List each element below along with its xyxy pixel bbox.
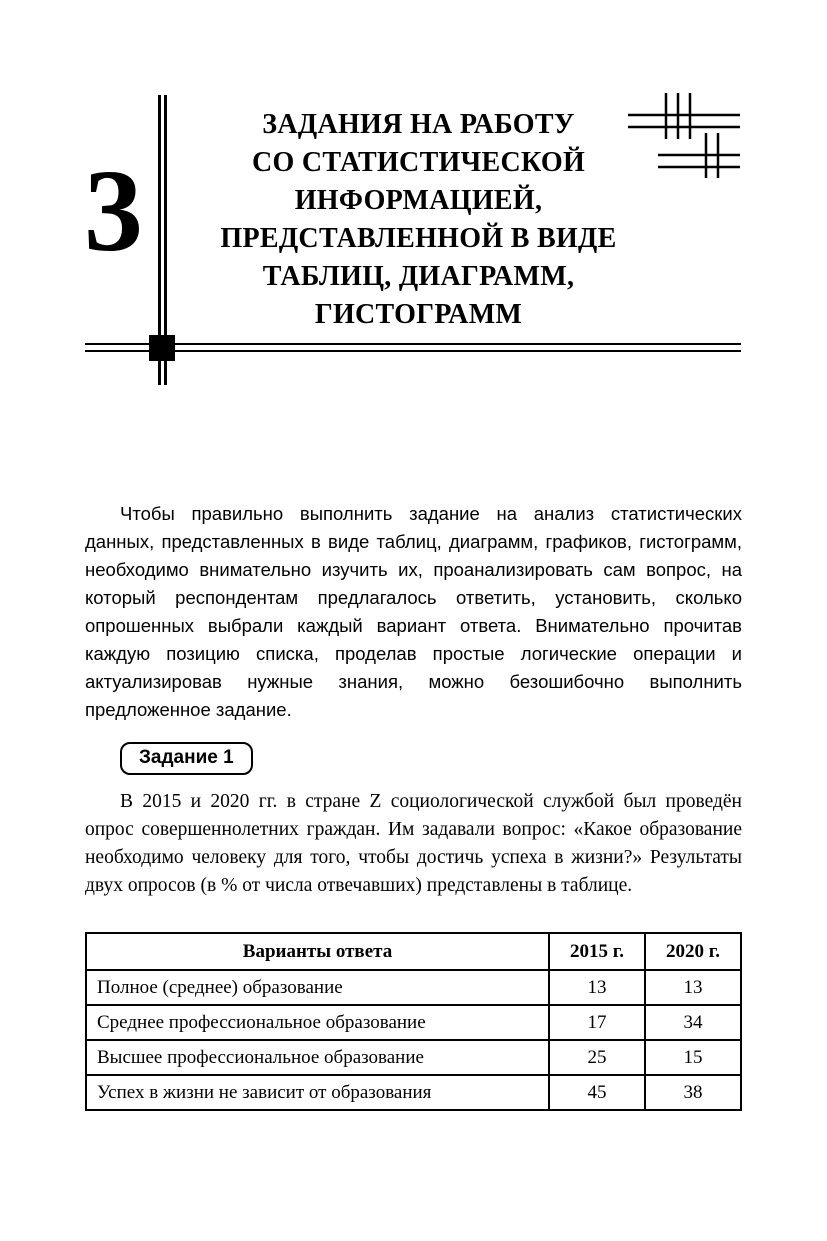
chapter-title-line: ЗАДАНИЯ НА РАБОТУ bbox=[262, 109, 575, 140]
table-header-row bbox=[86, 933, 741, 970]
value-cell-2015: 45 bbox=[549, 1075, 645, 1110]
task-1-table bbox=[85, 932, 742, 1111]
chapter-title-line: ИНФОРМАЦИЕЙ, bbox=[294, 185, 543, 216]
value-cell-2015: 13 bbox=[549, 970, 645, 1005]
value-cell-2015: 17 bbox=[549, 1005, 645, 1040]
task-1-badge bbox=[120, 742, 253, 775]
option-cell: Успех в жизни не зависит от образования bbox=[86, 1075, 549, 1110]
grid-decoration-icon bbox=[628, 93, 740, 178]
option-cell: Высшее профессиональное образование bbox=[86, 1040, 549, 1075]
header-year-2020: 2020 г. bbox=[645, 933, 741, 970]
value-cell-2020: 13 bbox=[645, 970, 741, 1005]
table-row bbox=[86, 970, 741, 1005]
chapter-title-line: ПРЕДСТАВЛЕННОЙ В ВИДЕ bbox=[220, 223, 617, 254]
task-1-text: В 2015 и 2020 гг. в стране Z социологической службой был проведён опрос совершеннолетних граждан. Им задавали вопрос: «Какое образование необходимо человеку для того, чтобы достичь успеха в жизни?» Результаты двух опросов (в % от числа отвечавших) представлены в таблице. bbox=[85, 791, 742, 896]
value-cell-2020: 38 bbox=[645, 1075, 741, 1110]
header-answer-options: Варианты ответа bbox=[86, 933, 549, 970]
task-1-badge-label: Задание 1 bbox=[139, 747, 234, 768]
option-cell: Среднее профессиональное образование bbox=[86, 1005, 549, 1040]
table-row bbox=[86, 1005, 741, 1040]
chapter-title bbox=[196, 106, 641, 334]
option-cell: Полное (среднее) образование bbox=[86, 970, 549, 1005]
horizontal-double-rule bbox=[85, 343, 741, 352]
table-row bbox=[86, 1040, 741, 1075]
chapter-title-line: ТАБЛИЦ, ДИАГРАММ, bbox=[262, 261, 575, 292]
table-row bbox=[86, 1075, 741, 1110]
rule-intersection-square bbox=[149, 335, 175, 361]
header-year-2015: 2015 г. bbox=[549, 933, 645, 970]
value-cell-2020: 34 bbox=[645, 1005, 741, 1040]
chapter-title-line: СО СТАТИСТИЧЕСКОЙ bbox=[251, 147, 586, 178]
chapter-number: 3 bbox=[84, 145, 143, 276]
value-cell-2015: 25 bbox=[549, 1040, 645, 1075]
value-cell-2020: 15 bbox=[645, 1040, 741, 1075]
chapter-title-line: ГИСТОГРАММ bbox=[314, 299, 523, 330]
intro-paragraph: Чтобы правильно выполнить задание на анализ статистических данных, представленных в виде таблиц, диаграмм, графиков, гистограмм, необходимо внимательно изучить их, проанализировать сам вопрос, на который респондентам предлагалось ответить, установить, сколько опрошенных выбрали каждый вариант ответа. Внимательно прочитав каждую позицию списка, проделав простые логические операции и актуализировав нужные знания, можно безошибочно выполнить предложенное задание. bbox=[85, 503, 742, 720]
